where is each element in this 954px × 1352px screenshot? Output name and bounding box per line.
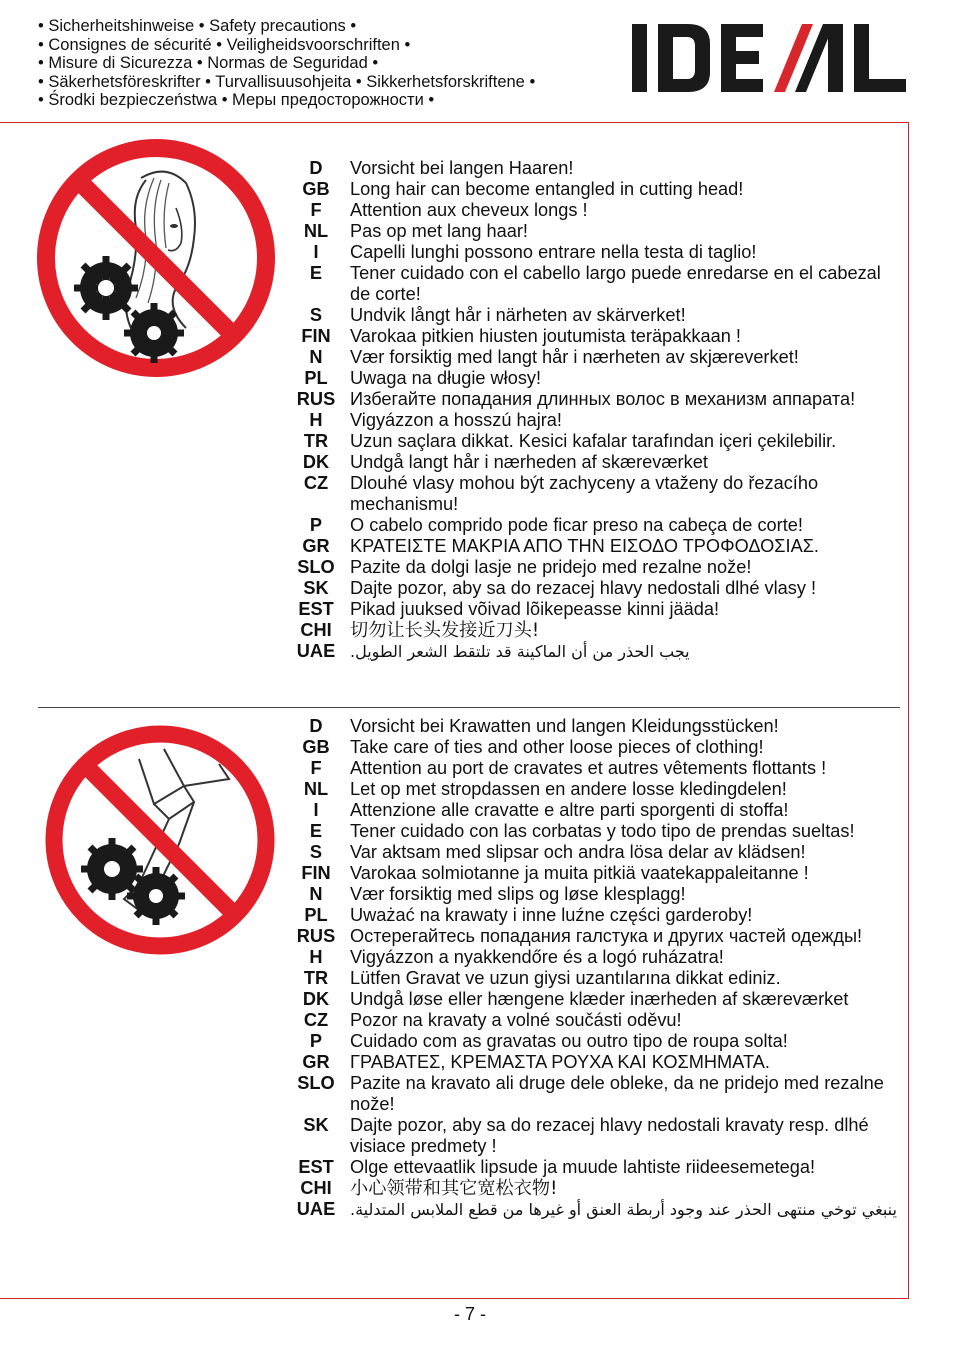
warning-row bbox=[294, 779, 906, 800]
warning-row bbox=[294, 263, 906, 305]
language-code: DK bbox=[302, 452, 330, 472]
warning-row bbox=[294, 641, 906, 662]
warning-row bbox=[294, 368, 906, 389]
language-code: P bbox=[309, 1031, 323, 1051]
no-tie-icon bbox=[44, 724, 276, 961]
warning-row bbox=[294, 179, 906, 200]
language-code: E bbox=[309, 821, 323, 841]
warning-row bbox=[294, 620, 906, 641]
language-code: UAE bbox=[296, 641, 336, 661]
language-code: CHI bbox=[300, 1178, 332, 1198]
language-code: CHI bbox=[300, 620, 332, 640]
warning-row bbox=[294, 863, 906, 884]
warning-row bbox=[294, 1052, 906, 1073]
language-code: FIN bbox=[301, 326, 331, 346]
language-code: SK bbox=[303, 1115, 329, 1135]
warning-text: 小心领带和其它宽松衣物! bbox=[350, 1178, 558, 1199]
language-code: N bbox=[309, 347, 323, 367]
long-hair-warnings bbox=[294, 158, 906, 662]
language-code: S bbox=[309, 842, 323, 862]
safety-header bbox=[38, 17, 628, 110]
warning-text: Dajte pozor, aby sa do rezacej hlavy nedostali kravaty resp. dlhé visiace predmety ! bbox=[350, 1115, 869, 1156]
warning-text: 切勿让长头发接近刀头! bbox=[350, 620, 540, 641]
warning-text: Uwaga na długie włosy! bbox=[350, 368, 542, 388]
language-code: H bbox=[309, 410, 323, 430]
warning-text: Uważać na krawaty i inne luźne części garderoby! bbox=[350, 905, 753, 925]
language-code: F bbox=[310, 200, 322, 220]
warning-text: Attenzione alle cravatte e altre parti sporgenti di stoffa! bbox=[350, 800, 789, 820]
warning-row bbox=[294, 968, 906, 989]
warning-text: Var aktsam med slipsar och andra lösa delar av klädsen! bbox=[350, 842, 806, 862]
warning-text: Tener cuidado con las corbatas y todo tipo de prendas sueltas! bbox=[350, 821, 855, 841]
warning-row bbox=[294, 473, 906, 515]
warning-text: Vorsicht bei langen Haaren! bbox=[350, 158, 574, 178]
warning-text: Lütfen Gravat ve uzun giysi uzantılarına dikkat ediniz. bbox=[350, 968, 781, 988]
warning-row bbox=[294, 1157, 906, 1178]
warning-row bbox=[294, 431, 906, 452]
warning-text: Dajte pozor, aby sa do rezacej hlavy nedostali dlhé vlasy ! bbox=[350, 578, 817, 598]
language-code: E bbox=[309, 263, 323, 283]
warning-row bbox=[294, 452, 906, 473]
language-code: I bbox=[313, 800, 319, 820]
warning-text: Capelli lunghi possono entrare nella testa di taglio! bbox=[350, 242, 757, 262]
header-line: • Środki bezpieczeństwa • Меры предосторожности • bbox=[38, 91, 435, 110]
language-code: D bbox=[309, 158, 323, 178]
warning-row bbox=[294, 1031, 906, 1052]
language-code: CZ bbox=[303, 1010, 329, 1030]
warning-row bbox=[294, 599, 906, 620]
section-divider bbox=[38, 707, 900, 708]
language-code: DK bbox=[302, 989, 330, 1009]
warning-text: Pazite da dolgi lasje ne pridejo med rezalne nože! bbox=[350, 557, 752, 577]
warning-row bbox=[294, 158, 906, 179]
language-code: PL bbox=[304, 368, 328, 388]
warning-text: Varokaa pitkien hiusten joutumista teräpakkaan ! bbox=[350, 326, 741, 346]
warning-row bbox=[294, 737, 906, 758]
language-code: NL bbox=[303, 221, 329, 241]
language-code: GB bbox=[302, 179, 330, 199]
language-code: EST bbox=[298, 599, 334, 619]
header-line: • Sicherheitshinweise • Safety precautions • bbox=[38, 17, 357, 35]
warning-text: Vigyázzon a hosszú hajra! bbox=[350, 410, 562, 430]
warning-row bbox=[294, 578, 906, 599]
language-code: P bbox=[309, 515, 323, 535]
language-code: PL bbox=[304, 905, 328, 925]
ideal-logo bbox=[632, 22, 908, 99]
language-code: TR bbox=[303, 431, 329, 451]
warning-row bbox=[294, 1178, 906, 1199]
language-code: D bbox=[309, 716, 323, 736]
header-line: • Säkerhetsföreskrifter • Turvallisuusohjeita • Sikkerhetsforskriftene • bbox=[38, 72, 536, 91]
warning-row bbox=[294, 800, 906, 821]
warning-text: Cuidado com as gravatas ou outro tipo de roupa solta! bbox=[350, 1031, 788, 1051]
language-code: S bbox=[309, 305, 323, 325]
ideal-logo-graphic bbox=[632, 22, 908, 94]
warning-text: Uzun saçlara dikkat. Kesici kafalar tarafından içeri çekilebilir. bbox=[350, 431, 837, 451]
warning-row bbox=[294, 557, 906, 578]
warning-row bbox=[294, 947, 906, 968]
warning-row bbox=[294, 326, 906, 347]
warning-text: Избегайте попадания длинных волос в механизм аппарата! bbox=[350, 389, 856, 409]
warning-text: Attention aux cheveux longs ! bbox=[350, 200, 588, 220]
warning-row bbox=[294, 305, 906, 326]
header-line: • Misure di Sicurezza • Normas de Seguridad • bbox=[38, 54, 379, 73]
warning-text: ΚΡΑΤΕΙΣΤΕ ΜΑΚΡΙΑ ΑΠΟ ΤΗΝ ΕΙΣΟΔΟ ΤΡΟΦΟΔΟΣΙΑΣ. bbox=[350, 536, 819, 556]
warning-row bbox=[294, 1010, 906, 1031]
warning-row bbox=[294, 821, 906, 842]
warning-row bbox=[294, 926, 906, 947]
tie-clothing-warnings bbox=[294, 716, 906, 1220]
language-code: H bbox=[309, 947, 323, 967]
warning-text: Vorsicht bei Krawatten und langen Kleidungsstücken! bbox=[350, 716, 779, 736]
warning-text: Varokaa solmiotanne ja muita pitkiä vaatekappaleitanne ! bbox=[350, 863, 809, 883]
language-code: GR bbox=[302, 536, 330, 556]
language-code: GB bbox=[302, 737, 330, 757]
warning-text: O cabelo comprido pode ficar preso na cabeça de corte! bbox=[350, 515, 803, 535]
warning-row bbox=[294, 1073, 906, 1115]
language-code: GR bbox=[302, 1052, 330, 1072]
warning-row bbox=[294, 1199, 906, 1220]
page-number: - 7 - bbox=[453, 1304, 486, 1324]
language-code: EST bbox=[298, 1157, 334, 1177]
warning-text: Take care of ties and other loose pieces of clothing! bbox=[350, 737, 764, 757]
language-code: RUS bbox=[296, 389, 336, 409]
warning-text: Pikad juuksed võivad lõikepeasse kinni jääda! bbox=[350, 599, 720, 619]
language-code: TR bbox=[303, 968, 329, 988]
warning-text: Pazite na kravato ali druge dele obleke, da ne pridejo med rezalne nože! bbox=[350, 1073, 884, 1114]
warning-row bbox=[294, 536, 906, 557]
warning-row bbox=[294, 515, 906, 536]
no-long-hair-icon bbox=[36, 138, 276, 383]
header-line: • Consignes de sécurité • Veiligheidsvoorschriften • bbox=[38, 35, 411, 54]
warning-text: Dlouhé vlasy mohou být zachyceny a vtaženy do řezacího mechanismu! bbox=[350, 473, 819, 514]
warning-row bbox=[294, 989, 906, 1010]
warning-row bbox=[294, 884, 906, 905]
warning-row bbox=[294, 716, 906, 737]
warning-text: Attention au port de cravates et autres vêtements flottants ! bbox=[350, 758, 827, 778]
language-code: F bbox=[310, 758, 322, 778]
warning-text: Vigyázzon a nyakkendőre és a logó ruházatra! bbox=[350, 947, 724, 967]
language-code: RUS bbox=[296, 926, 336, 946]
warning-text: Let op met stropdassen en andere losse kledingdelen! bbox=[350, 779, 787, 799]
language-code: FIN bbox=[301, 863, 331, 883]
warning-row bbox=[294, 221, 906, 242]
warning-text: Undgå langt hår i nærheden af skæreværket bbox=[350, 452, 708, 472]
warning-text: ΓΡΑΒΑΤΕΣ, ΚΡΕΜΑΣΤΑ ΡΟΥΧΑ ΚΑΙ ΚΟΣΜΗΜΑΤΑ. bbox=[350, 1052, 770, 1072]
language-code: I bbox=[313, 242, 319, 262]
warning-text: يجب الحذر من أن الماكينة قد تلتقط الشعر الطويل. bbox=[350, 642, 690, 661]
warning-text: Pozor na kravaty a volné součásti oděvu! bbox=[350, 1010, 682, 1030]
warning-text: Vær forsiktig med slips og løse klesplagg! bbox=[350, 884, 686, 904]
warning-row bbox=[294, 200, 906, 221]
warning-text: Olge ettevaatlik lipsude ja muude lahtiste riideesemetega! bbox=[350, 1157, 816, 1177]
language-code: CZ bbox=[303, 473, 329, 493]
warning-row bbox=[294, 758, 906, 779]
language-code: UAE bbox=[296, 1199, 336, 1219]
warning-text: Остерегайтесь попадания галстука и других частей одежды! bbox=[350, 926, 863, 946]
warning-row bbox=[294, 389, 906, 410]
warning-row bbox=[294, 1115, 906, 1157]
warning-row bbox=[294, 842, 906, 863]
warning-text: Tener cuidado con el cabello largo puede enredarse en el cabezal de corte! bbox=[350, 263, 881, 304]
language-code: N bbox=[309, 884, 323, 904]
warning-row bbox=[294, 410, 906, 431]
language-code: SLO bbox=[297, 1073, 335, 1093]
warning-text: Vær forsiktig med langt hår i nærheten av skjæreverket! bbox=[350, 347, 799, 367]
warning-text: Long hair can become entangled in cutting head! bbox=[350, 179, 744, 199]
language-code: SK bbox=[303, 578, 329, 598]
warning-row bbox=[294, 905, 906, 926]
warning-text: Pas op met lang haar! bbox=[350, 221, 528, 241]
language-code: SLO bbox=[297, 557, 335, 577]
warning-text: ينبغي توخي منتهى الحذر عند وجود أربطة العنق أو غيرها من قطع الملابس المتدلية. bbox=[350, 1200, 897, 1219]
warning-row bbox=[294, 242, 906, 263]
warning-text: Undgå løse eller hængene klæder inærheden af skæreværket bbox=[350, 989, 849, 1009]
language-code: NL bbox=[303, 779, 329, 799]
warning-text: Undvik långt hår i närheten av skärverket! bbox=[350, 305, 686, 325]
warning-row bbox=[294, 347, 906, 368]
